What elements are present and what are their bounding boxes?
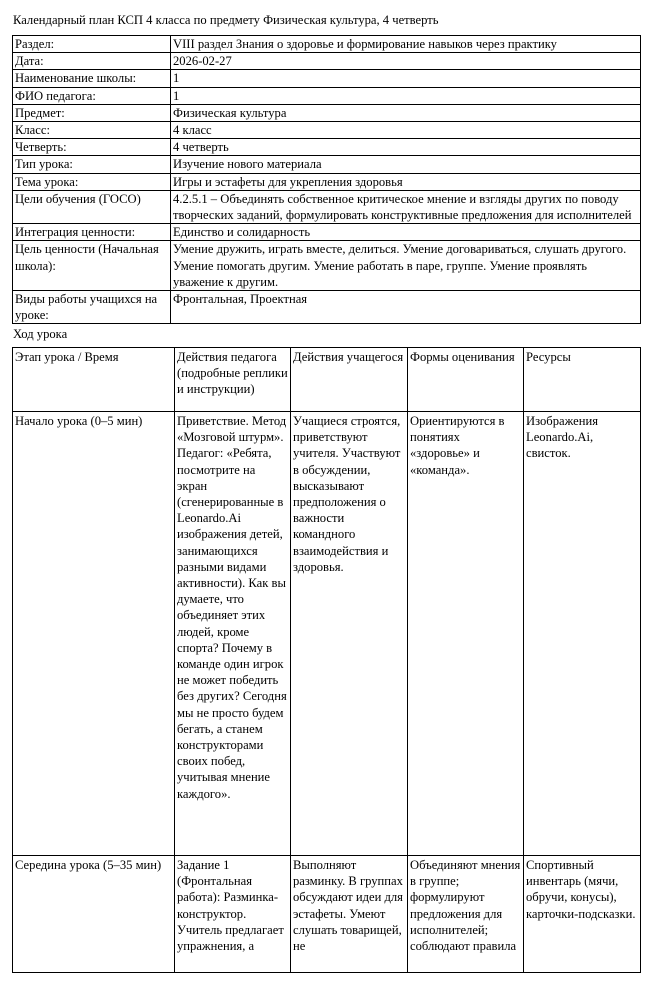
info-label: Класс: [13,122,171,139]
info-value: Игры и эстафеты для укрепления здоровья [171,173,641,190]
info-row-quarter [13,139,641,156]
info-value: Изучение нового материала [171,156,641,173]
info-label: Цель ценности (Начальная школа): [13,241,171,291]
stage-cell [13,856,175,973]
info-value: 2026-02-27 [171,53,641,70]
lesson-flow-header-row [13,348,641,412]
info-label: Раздел: [13,36,171,53]
header-assessment: Формы оценивания [408,348,524,412]
header-student-actions: Действия учащегося [291,348,408,412]
lesson-info-table [12,35,641,324]
info-value: Единство и солидарность [171,224,641,241]
info-label: Виды работы учащихся на уроке: [13,291,171,324]
lesson-stage-row-middle [13,856,641,973]
info-label: Цели обучения (ГОСО) [13,190,171,223]
info-label: Тип урока: [13,156,171,173]
lesson-stage-row-start [13,412,641,856]
info-value: 4 четверть [171,139,641,156]
student-actions-cell: Учащиеся строятся, приветствуют учителя. Участвуют в обсуждении, высказывают предположения о важности командного взаимодействия и здоровья. [291,412,408,856]
info-row-value-goal [13,241,641,291]
info-row-date [13,53,641,70]
info-label: Четверть: [13,139,171,156]
header-stage-time: Этап урока / Время [13,348,175,412]
info-label: Предмет: [13,104,171,121]
info-value: 1 [171,87,641,104]
assessment-cell: Ориентируются в понятиях «здоровье» и «команда». [408,412,524,856]
info-label: Наименование школы: [13,70,171,87]
info-row-subject [13,104,641,121]
resources-cell: Изображения Leonardo.Ai, свисток. [524,412,641,856]
resources-cell [524,856,641,973]
info-row-lesson-type [13,156,641,173]
info-row-work-types [13,291,641,324]
header-teacher-actions: Действия педагога (подробные реплики и инструкции) [175,348,291,412]
info-value: VIII раздел Знания о здоровье и формирование навыков через практику [171,36,641,53]
resources-text: Спортивный инвентарь (мячи, обручи, конусы), карточки-подсказки. [526,858,636,921]
info-label: Интеграция ценности: [13,224,171,241]
info-label: Дата: [13,53,171,70]
student-actions-cell [291,856,408,973]
info-value: 4 класс [171,122,641,139]
info-row-grade [13,122,641,139]
document-title: Календарный план КСП 4 класса по предмету Физическая культура, 4 четверть [13,13,439,27]
teacher-actions-text: Задание 1 (Фронтальная работа): Разминка-конструктор. Учитель предлагает упражнения, а [177,858,284,954]
info-row-section [13,36,641,53]
info-value: Умение дружить, играть вместе, делиться. Умение договариваться, слушать другого. Умение помогать другим. Умение работать в паре, группе. Умение проявлять уважение к другим. [171,241,641,291]
info-value: 4.2.5.1 – Объединять собственное критическое мнение и взгляды других по поводу творческих заданий, формулировать конструктивные предложения для исполнителей [171,190,641,223]
info-value: Фронтальная, Проектная [171,291,641,324]
lesson-flow-label: Ход урока [13,327,68,341]
info-label: ФИО педагога: [13,87,171,104]
assessment-text: Объединяют мнения в группе; формулируют предложения для исполнителей; соблюдают правила [410,858,521,954]
info-label: Тема урока: [13,173,171,190]
info-row-learning-goals [13,190,641,223]
info-value: 1 [171,70,641,87]
student-actions-text: Выполняют разминку. В группах обсуждают идеи для эстафеты. Умеют слушать товарищей, не [293,858,403,954]
teacher-actions-cell: Приветствие. Метод «Мозговой штурм». Педагог: «Ребята, посмотрите на экран (сгенерированные в Leonardo.Ai изображения детей, занимающихся разными видами активности). Как вы думаете, что объединяет этих людей, кроме спорта? Почему в команде один игрок не может победить без других? Сегодня мы не просто будем бегать, а станем конструкторами своих побед, учитывая мнение каждого». [175,412,291,856]
stage-text: Середина урока (5–35 мин) [15,858,162,872]
assessment-cell [408,856,524,973]
header-resources: Ресурсы [524,348,641,412]
info-value: Физическая культура [171,104,641,121]
info-row-school [13,70,641,87]
info-row-value-integration [13,224,641,241]
info-row-lesson-topic [13,173,641,190]
lesson-flow-table [12,347,641,973]
info-row-teacher [13,87,641,104]
stage-cell: Начало урока (0–5 мин) [13,412,175,856]
teacher-actions-cell [175,856,291,973]
